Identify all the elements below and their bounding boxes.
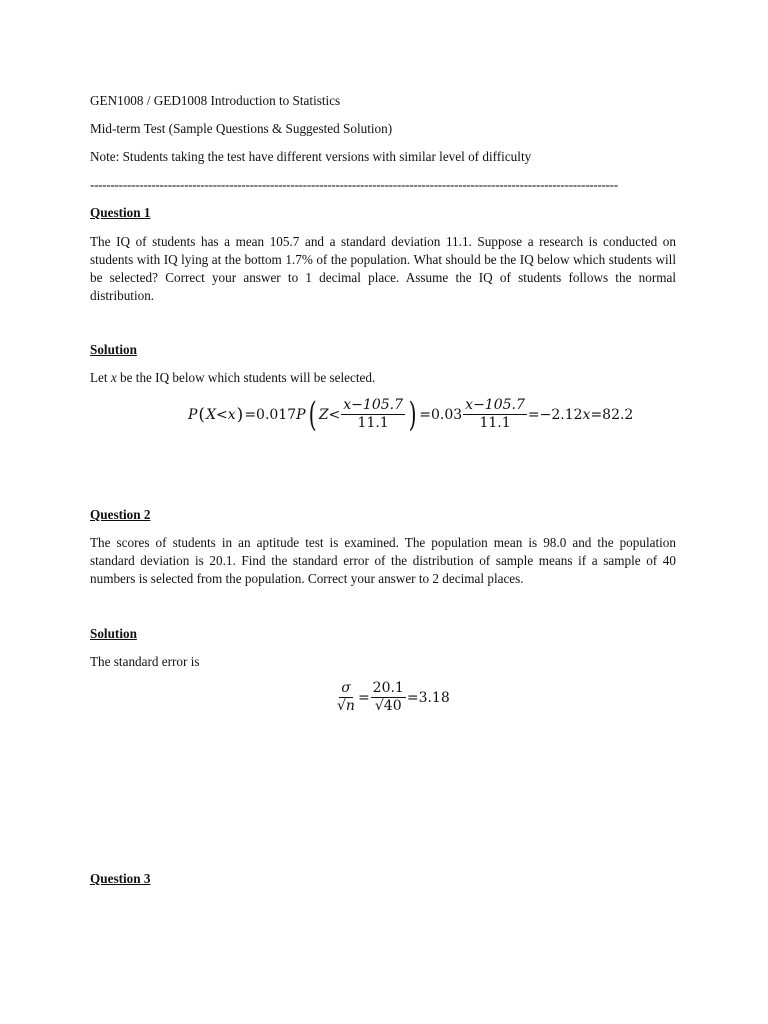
eq1-equals-212: =−2.12 — [527, 406, 583, 423]
question-3-heading: Question 3 — [90, 871, 151, 886]
eq2-fraction-sigma — [335, 680, 357, 715]
question-2-heading: Question 2 — [90, 507, 151, 522]
solution-1-heading: Solution — [90, 342, 137, 357]
eq1-fraction-num: x−105.7 — [343, 397, 403, 413]
test-title: Mid-term Test (Sample Questions & Suggested Solution) — [90, 121, 393, 136]
note: Note: Students taking the test have different versions with similar level of difficulty — [90, 149, 532, 164]
course-title: GEN1008 / GED1008 Introduction to Statistics — [90, 93, 341, 108]
eq1-equals-017: =0.017 — [244, 406, 297, 423]
eq1-lt2: < — [328, 406, 341, 423]
eq2-answer: =3.18 — [406, 689, 450, 706]
eq2-equals: = — [357, 689, 370, 706]
solution-1-intro — [90, 370, 375, 386]
equation-1 — [188, 394, 634, 435]
question-1-text: The IQ of students has a mean 105.7 and a standard deviation 11.1. Suppose a research is conducted on students with IQ lying at the bottom 1.7% of the population. What should be the IQ below which students will be selected? Correct your answer to 1 decimal place. Assume the IQ of students follows the normal distribution. — [90, 234, 676, 303]
eq1-p: P — [188, 406, 198, 423]
solution-2-intro: The standard error is — [90, 654, 200, 669]
eq1-fraction-2-den: 11.1 — [479, 415, 511, 431]
solution-1-intro-var: x — [110, 370, 117, 385]
eq1-big-close-paren: ) — [408, 394, 417, 435]
eq1-fraction-2 — [463, 397, 527, 432]
divider: --------------------------------------------------------------------------------------------------------------------------------- — [90, 177, 618, 192]
eq1-fraction-2-num: x−105.7 — [465, 397, 525, 413]
solution-1-intro-a: Let — [90, 370, 111, 385]
solution-1-intro-b: be the IQ below which students will be selected. — [116, 370, 376, 385]
eq1-p2: P — [296, 406, 306, 423]
solution-2-heading: Solution — [90, 626, 137, 641]
eq1-lt: < — [216, 406, 228, 423]
eq1-open-paren: ( — [198, 404, 206, 425]
eq2-sigma: σ — [341, 680, 351, 696]
question-1-heading: Question 1 — [90, 205, 151, 220]
eq2-numerator: 20.1 — [372, 680, 404, 696]
eq1-Z: Z — [318, 406, 329, 423]
eq1-fraction-den: 11.1 — [357, 415, 389, 431]
eq1-fraction — [341, 397, 405, 432]
eq2-denominator: √40 — [374, 698, 402, 714]
eq1-x: x — [227, 406, 236, 423]
eq2-sqrt-n: √n — [337, 698, 355, 714]
eq1-X: X — [206, 406, 217, 423]
eq2-fraction-values — [371, 680, 406, 715]
question-2-text: The scores of students in an aptitude test is examined. The population mean is 98.0 and the population standard deviation is 20.1. Find the standard error of the distribution of sample means if a sample of 40 numbers is selected from the population. Correct your answer to 2 decimal places. — [90, 535, 676, 586]
eq1-x-final: x — [582, 406, 591, 423]
eq1-close-paren: ) — [236, 404, 244, 425]
eq1-big-open-paren: ( — [308, 394, 317, 435]
eq1-equals-003: =0.03 — [419, 406, 463, 423]
equation-2 — [334, 680, 450, 715]
eq1-answer: =82.2 — [590, 406, 634, 423]
